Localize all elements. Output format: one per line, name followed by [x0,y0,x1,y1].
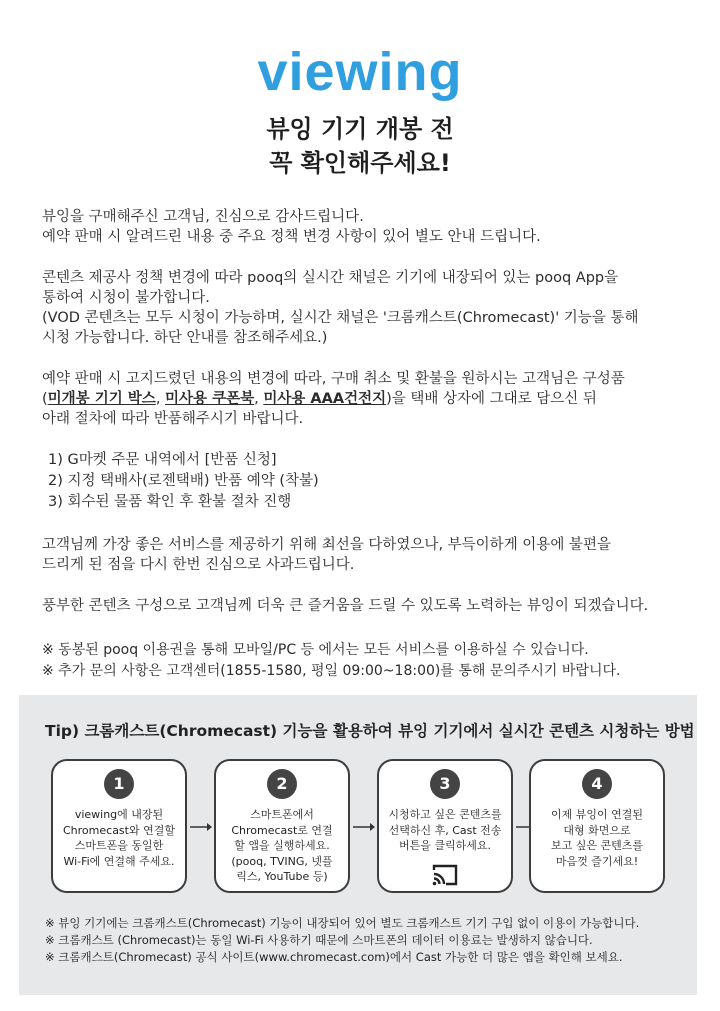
step-card-1 [51,759,187,893]
card-line: 선택하신 후, Cast 전송 [388,823,502,837]
separator: , [155,391,166,407]
card-line: 마음껏 즐기세요! [555,854,639,868]
refund-line: 아래 절차에 따라 반품해주시기 바랍니다. [42,411,304,427]
step-card-3 [377,759,513,893]
tip-notes [45,915,639,966]
chromecast-tip-box [19,695,697,995]
paren: ( [42,391,48,407]
title-line-1: 뷰잉 기기 개봉 전 [266,115,454,143]
step-card-text [383,807,507,854]
card-line: 스마트폰을 동일한 [74,839,164,852]
card-line: 시청하고 싶은 콘텐츠를 [388,808,502,821]
refund-steps [48,450,682,513]
letter-body [42,207,682,637]
cast-icon [431,863,459,887]
closing-paragraph [42,596,682,616]
item-unused-couponbook: 미사용 쿠폰북 [165,391,255,407]
card-line: Chromecast로 연결 [231,823,333,837]
tip-note-item: ※ 크롬캐스트 (Chromecast)는 동일 Wi-Fi 사용하기 때문에 스마트폰의 데이터 이용료는 발생하지 않습니다. [45,933,593,947]
step-item: 1) G마켓 주문 내역에서 [반품 신청] [48,452,277,468]
step-number-badge: 4 [582,769,612,799]
refund-line: 예약 판매 시 고지드렸던 내용의 변경에 따라, 구매 취소 및 환불을 원하시는 고객님은 구성품 [42,371,625,387]
apology-line: 고객님께 가장 좋은 서비스를 제공하기 위해 최선을 다하였으나, 부득이하게 이용에 불편을 [42,537,611,553]
item-unused-batteries: 미사용 AAA건전지 [263,391,387,407]
intro-paragraph [42,207,682,247]
closing-line: 풍부한 콘텐츠 구성으로 고객님께 더욱 큰 즐거움을 드릴 수 있도록 노력하는 뷰잉이 되겠습니다. [42,598,649,614]
step-card-4 [529,759,665,893]
step-item: 2) 지정 택배사(로젠택배) 반품 예약 (착불) [48,473,319,489]
card-line: 할 앱을 실행하세요. [234,839,330,852]
refund-items-line [42,389,682,409]
step-number-badge: 1 [104,769,134,799]
item-unopened-box: 미개봉 기기 박스 [47,391,156,407]
step-card-text [535,807,659,869]
card-line: 릭스, YouTube 등) [236,870,328,883]
note-item: ※ 추가 문의 사항은 고객센터(1855-1580, 평일 09:00~18:00)를 통해 문의주시기 바랍니다. [42,663,621,679]
policy-line: 통하여 시청이 불가합니다. [42,290,210,306]
card-line: viewing에 내장된 [74,808,164,821]
separator: , [254,391,264,407]
intro-line: 예약 판매 시 알려드린 내용 중 주요 정책 변경 사항이 있어 별도 안내 드립니다. [42,229,541,245]
step-number-badge: 3 [430,769,460,799]
notes [42,640,620,682]
intro-line: 뷰잉을 구매해주신 고객님, 진심으로 감사드립니다. [42,209,364,225]
title-line-2: 꼭 확인해주세요! [269,149,451,177]
card-line: 이제 뷰잉이 연결된 [550,808,643,821]
card-line: 스마트폰에서 [250,808,314,821]
step-card-text [57,807,181,869]
step-card-2 [214,759,350,893]
apology-line: 드리게 된 점을 다시 한번 진심으로 사과드립니다. [42,557,355,573]
arrow-right-icon [352,822,376,832]
policy-line: 시청 가능합니다. 하단 안내를 참조해주세요.) [42,330,328,346]
policy-line: (VOD 콘텐츠는 모두 시청이 가능하며, 실시간 채널은 '크롬캐스트(Chromecast)' 기능을 통해 [42,310,639,326]
card-line: Wi-Fi에 연결해 주세요. [63,854,175,868]
refund-items-tail: )을 택배 상자에 그대로 담으신 뒤 [386,391,597,407]
card-line: 대형 화면으로 [563,823,631,837]
step-item: 3) 회수된 물품 확인 후 환불 절차 진행 [48,494,292,510]
step-number-badge: 2 [267,769,297,799]
apology-paragraph [42,535,682,575]
card-line: Chromecast와 연결할 [63,823,175,837]
card-line: (pooq, TVING, 넷플 [231,854,333,868]
tip-title: Tip) 크롬캐스트(Chromecast) 기능을 활용하여 뷰잉 기기에서 실시간 콘텐츠 시청하는 방법 [45,722,695,740]
tip-note-item: ※ 뷰잉 기기에는 크롬캐스트(Chromecast) 기능이 내장되어 있어 별도 크롬캐스트 기기 구입 없이 이용이 가능합니다. [45,916,640,930]
arrow-right-icon [189,822,213,832]
card-line: 버튼을 클릭하세요. [398,839,491,852]
step-card-text [220,807,344,885]
note-item: ※ 동봉된 pooq 이용권을 통해 모바일/PC 등 에서는 모든 서비스를 이용하실 수 있습니다. [42,642,589,658]
page-title [0,112,720,180]
tip-note-item: ※ 크롬캐스트(Chromecast) 공식 사이트(www.chromecast.com)에서 Cast 가능한 더 많은 앱을 확인해 보세요. [45,950,623,964]
card-line: 보고 싶은 콘텐츠를 [550,839,643,852]
policy-paragraph [42,268,682,348]
policy-line: 콘텐츠 제공사 정책 변경에 따라 pooq의 실시간 채널은 기기에 내장되어 있는 pooq App을 [42,270,619,286]
viewing-logo: viewing [257,42,463,102]
refund-paragraph [42,369,682,429]
